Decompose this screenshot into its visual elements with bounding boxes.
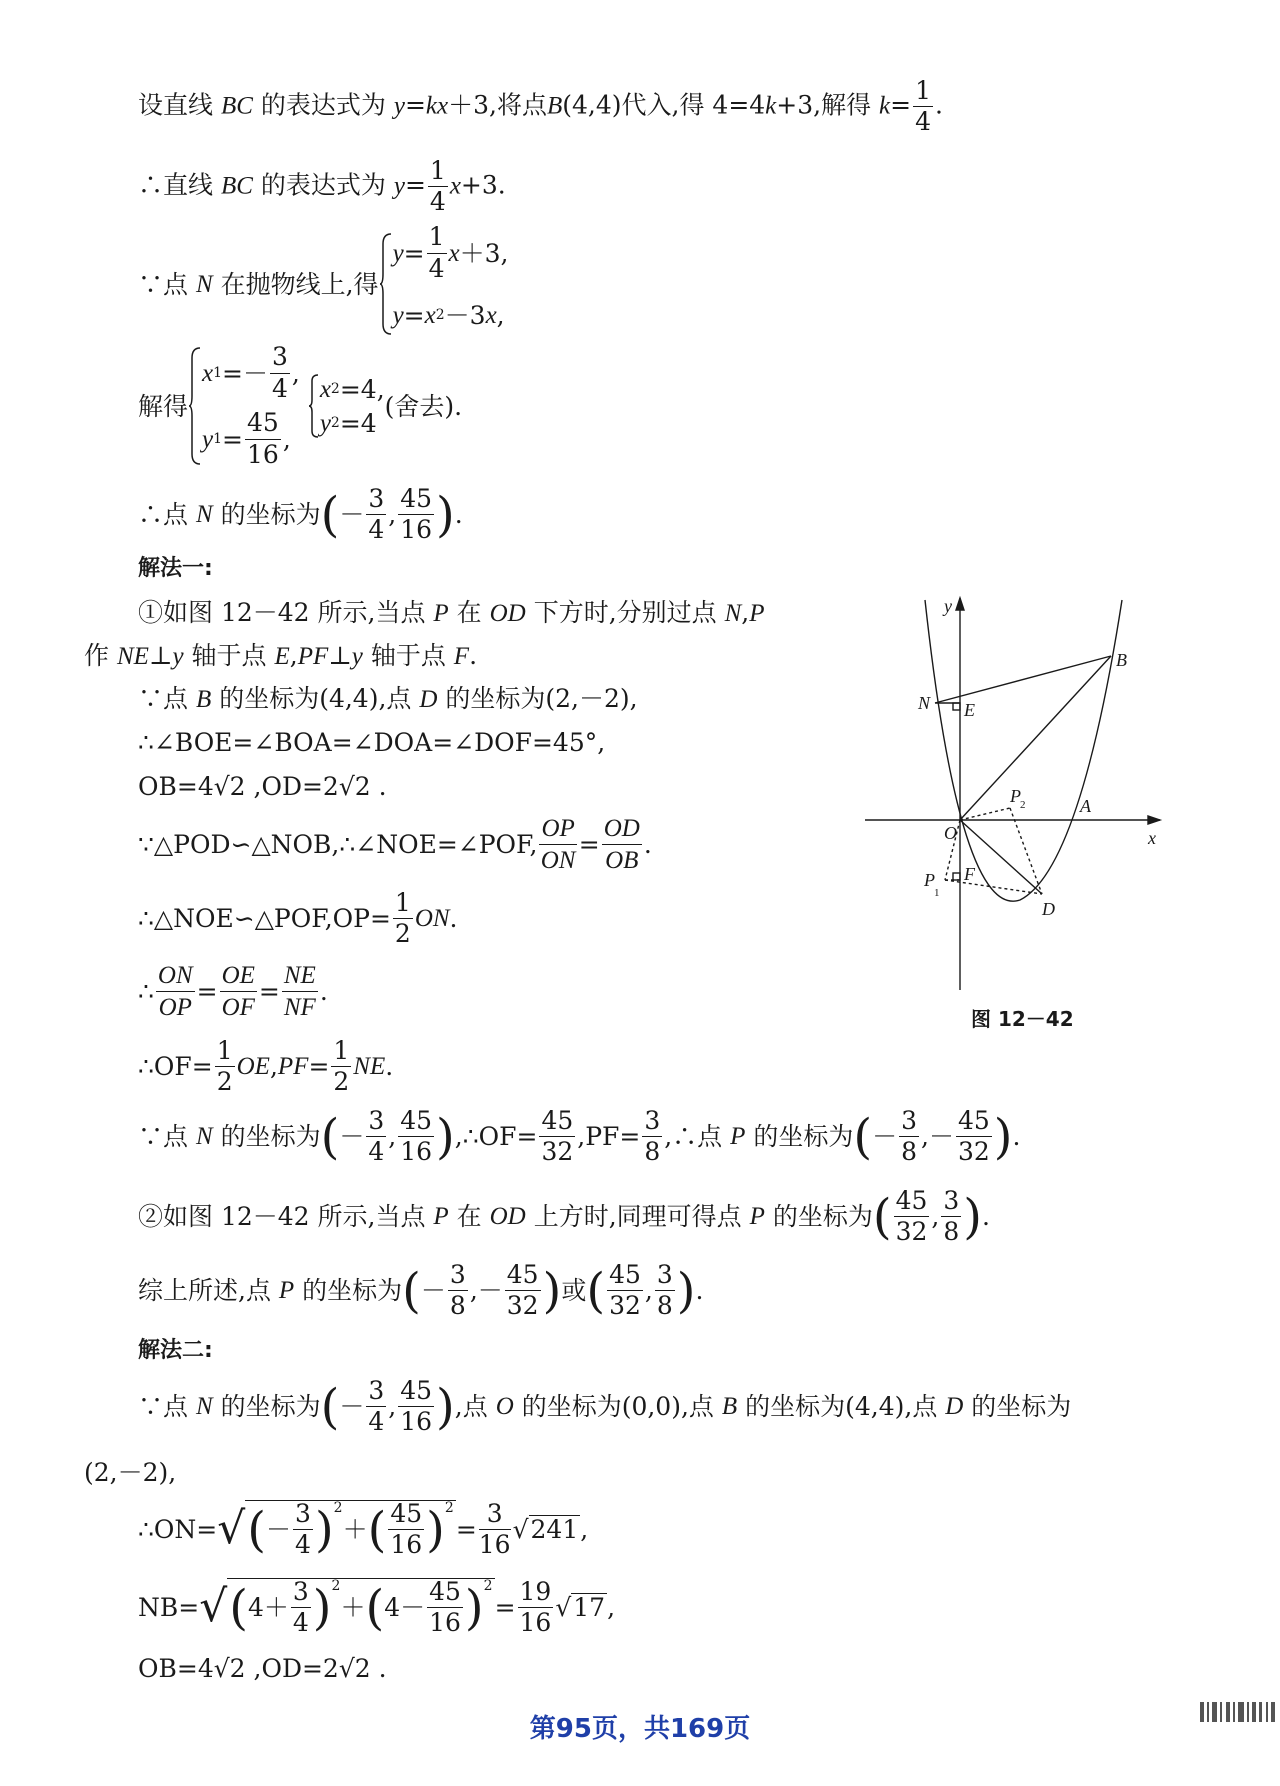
- label-A: A: [1080, 796, 1091, 816]
- text-p10: ∵点 N 的坐标为 ( － $\frac{3}{4}$ , $\frac{45}{16}$ ) ,∴OF= $\frac{45}{32}$ ,PF= $\frac{3}{8}$ ,∴点 P 的坐标为 ( － $\frac{3}{8}$ ,－ $\frac{45}{32}$ ) .: [138, 1106, 1021, 1167]
- text-line-4-solution: 解得 x 1 =－ $\frac{3}{4}$ , y 1 = $\frac{45}{16}$ , x 2 =4, y 2 =4 (舍去).: [138, 342, 463, 469]
- label-F: F: [964, 864, 975, 884]
- label-D: D: [1042, 899, 1055, 919]
- method-one-heading: 解法一:: [138, 556, 213, 581]
- text-line-5: ∴点 N 的坐标为 ( － $\frac{3}{4}$ , $\frac{45}{16}$ ) .: [138, 484, 463, 545]
- brace-icon: [308, 373, 320, 439]
- text-line-1: 设直线 BC 的表达式为 y=kx＋3,将点B(4,4)代入,得 4=4k+3,解得 k= $\frac{1}{4}$ .: [138, 76, 943, 137]
- text-p12: 综上所述,点 P 的坐标为 ( － $\frac{3}{8}$ ,－ $\frac{45}{32}$ ) 或 ( $\frac{45}{32}$ , $\frac{3}{8}$ ) .: [138, 1260, 704, 1321]
- text-p2: 作 NE⊥y 轴于点 E,PF⊥y 轴于点 F.: [84, 641, 478, 670]
- method-two-heading: 解法二:: [138, 1338, 213, 1363]
- label-P2: P: [1010, 786, 1021, 806]
- text-p9: ∴OF= $\frac{1}{2}$ OE , PF = $\frac{1}{2}$ NE .: [138, 1036, 394, 1097]
- label-P2-sub: 2: [1020, 799, 1026, 811]
- figure-12-42: [860, 590, 1170, 1000]
- text-q2: (2,－2),: [84, 1458, 177, 1487]
- text-p7: ∴△NOE∽△POF,OP= $\frac{1}{2}$ ON .: [138, 888, 458, 949]
- label-N: N: [918, 693, 931, 713]
- label-y: y: [944, 596, 952, 616]
- text-p1: ①如图 12－42 所示,当点 P 在 OD 下方时,分别过点 N,P: [138, 598, 765, 627]
- text-q3: ∴ON= √ ( － $\frac{3}{4}$ ) $^2$ ＋ ( $\frac{45}{16}$ ) $^2$ = $\frac{3}{16}$ √ 241 ,: [138, 1498, 589, 1560]
- label-E: E: [964, 700, 975, 720]
- text-q5: OB=4√2 ,OD=2√2 .: [138, 1654, 387, 1683]
- text-p3: ∵点 B 的坐标为(4,4),点 D 的坐标为(2,－2),: [138, 684, 638, 713]
- text-p8: ∴ $\frac{ON}{OP}$ = $\frac{OE}{OF}$ = $\frac{NE}{NF}$ .: [138, 962, 328, 1022]
- text-q4: NB= √ ( 4＋ $\frac{3}{4}$ ) $^2$ ＋ ( 4－ $\frac{45}{16}$ ) $^2$ = $\frac{19}{16}$ √ 17 ,: [138, 1576, 616, 1638]
- text-p5: OB=4√2 ,OD=2√2 .: [138, 772, 387, 801]
- brace-icon: [188, 346, 202, 466]
- text-p6: ∵△POD∽△NOB,∴∠NOE=∠POF, $\frac{OP}{ON}$ = $\frac{OD}{OB}$ .: [138, 815, 652, 875]
- barcode-icon: [1200, 1700, 1276, 1724]
- label-O: O: [944, 823, 957, 843]
- label-x: x: [1148, 828, 1156, 848]
- text-p4: ∴∠BOE=∠BOA=∠DOA=∠DOF=45°,: [138, 728, 606, 757]
- label-B: B: [1116, 650, 1127, 670]
- line-P2D: [1010, 808, 1042, 894]
- text-p11: ②如图 12－42 所示,当点 P 在 OD 上方时,同理可得点 P 的坐标为 ( $\frac{45}{32}$ , $\frac{3}{8}$ ) .: [138, 1186, 990, 1247]
- page-footer: 第95页，共169页: [529, 1714, 751, 1744]
- right-angle-E: [953, 703, 960, 710]
- label-P1: P: [924, 870, 935, 890]
- text-line-2: ∴直线 BC 的表达式为 y= $\frac{1}{4}$ x+3.: [138, 156, 506, 217]
- text-q1: ∵点 N 的坐标为 ( － $\frac{3}{4}$ , $\frac{45}{16}$ ) ,点 O 的坐标为(0,0),点 B 的坐标为(4,4),点 D 的坐标为: [138, 1376, 1072, 1437]
- text-line-3-system: ∵点 N 在抛物线上,得 y = $\frac{1}{4}$ x ＋3, y = x 2 －3 x ,: [138, 222, 509, 346]
- label-P1-sub: 1: [934, 887, 940, 899]
- brace-icon: [379, 232, 393, 336]
- line-OP2: [960, 808, 1010, 820]
- right-angle-F: [953, 873, 960, 880]
- figure-caption: 图 12－42: [971, 1007, 1074, 1031]
- line-NB: [935, 656, 1111, 703]
